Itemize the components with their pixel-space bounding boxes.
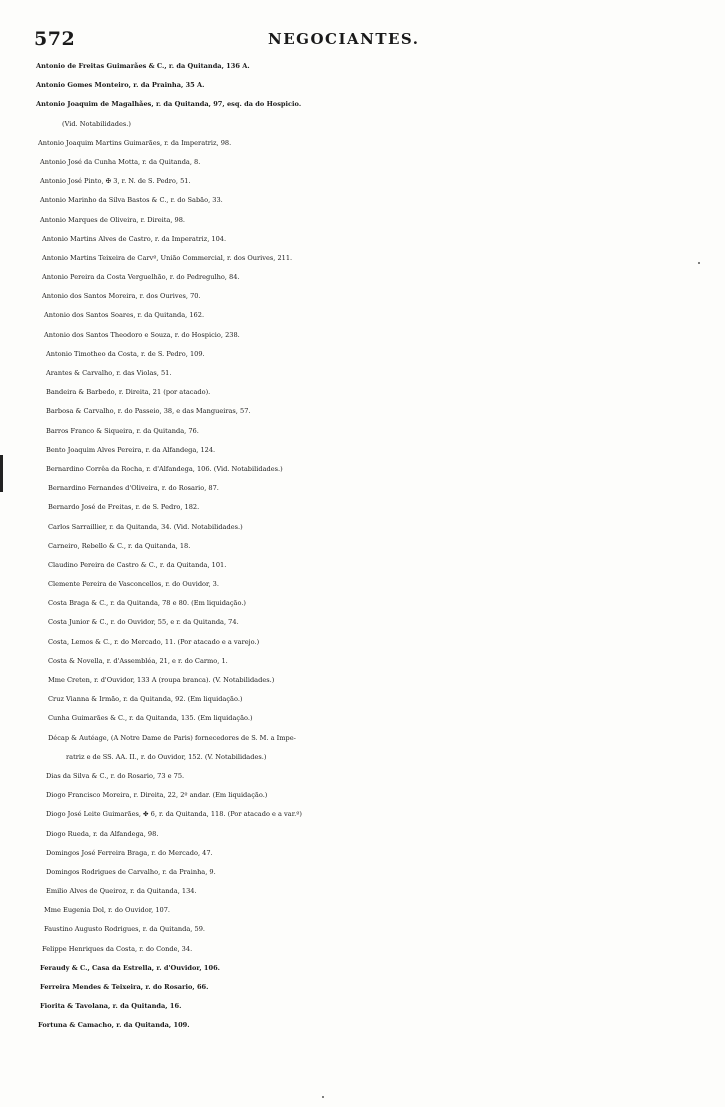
list-item: Antonio Martins Teixeira de Carvº, União Commercial, r. dos Ourives, 211. bbox=[42, 253, 293, 262]
list-item: Fiorita & Tavolana, r. da Quitanda, 16. bbox=[40, 1002, 182, 1011]
list-item: Antonio José da Cunha Motta, r. da Quitanda, 8. bbox=[40, 157, 201, 166]
list-item: Diogo José Leite Guimarães, ✤ 6, r. da Quitanda, 118. (Por atacado e a var.º) bbox=[46, 810, 302, 819]
list-item: Bernardino Fernandes d'Oliveira, r. do Rosario, 87. bbox=[48, 484, 219, 493]
list-item: Arantes & Carvalho, r. das Violas, 51. bbox=[46, 369, 172, 377]
list-item: Cunha Guimarães & C., r. da Quitanda, 135. (Em liquidação.) bbox=[48, 714, 253, 723]
list-item: Antonio Martins Alves de Castro, r. da Imperatriz, 104. bbox=[42, 234, 227, 243]
list-item: Diogo Rueda, r. da Alfandega, 98. bbox=[46, 829, 159, 838]
list-item: Costa Junior & C., r. do Ouvidor, 55, e r. da Quitanda, 74. bbox=[48, 618, 239, 627]
list-item: Costa, Lemos & C., r. do Mercado, 11. (Por atacado e a varejo.) bbox=[48, 637, 260, 646]
list-item: Costa Braga & C., r. da Quitanda, 78 e 80. (Em liquidação.) bbox=[48, 599, 247, 608]
list-item: Faustino Augusto Rodrigues, r. da Quitanda, 59. bbox=[44, 925, 205, 934]
list-item: Domingos Rodrigues de Carvalho, r. da Prainha, 9. bbox=[46, 867, 216, 876]
page-number: 572 bbox=[34, 28, 76, 50]
list-item: Claudino Pereira de Castro & C., r. da Quitanda, 101. bbox=[48, 560, 227, 569]
list-item: Antonio Pereira da Costa Verguelhão, r. do Pedregulho, 84. bbox=[42, 273, 240, 282]
running-head: NEGOCIANTES. bbox=[268, 30, 420, 48]
list-item: Carneiro, Rebello & C., r. da Quitanda, 18. bbox=[48, 541, 191, 550]
list-item: Bernardino Corrêa da Rocha, r. d'Alfandega, 106. (Vid. Notabilidades.) bbox=[46, 464, 283, 473]
list-item: Clemente Pereira de Vasconcellos, r. do Ouvidor, 3. bbox=[48, 580, 219, 589]
list-item: Antonio Joaquim Martins Guimarães, r. da Imperatriz, 98. bbox=[38, 138, 232, 147]
list-item: Antonio dos Santos Theodoro e Souza, r. do Hospicio, 238. bbox=[44, 330, 240, 339]
list-item: Feraudy & C., Casa da Estrella, r. d'Ouvidor, 106. bbox=[40, 963, 220, 972]
list-item: Fortuna & Camacho, r. da Quitanda, 109. bbox=[38, 1021, 190, 1030]
list-item: Antonio Joaquim de Magalhães, r. da Quitanda, 97, esq. da do Hospicio. bbox=[36, 100, 302, 109]
list-item: Dias da Silva & C., r. do Rosario, 73 e 75. bbox=[46, 771, 185, 780]
list-item: Cruz Vianna & Irmão, r. da Quitanda, 92. (Em liquidação.) bbox=[48, 695, 243, 704]
print-speck bbox=[322, 1096, 324, 1098]
list-item: Felippe Henriques da Costa, r. do Conde, 34. bbox=[42, 944, 193, 953]
merchant-list bbox=[0, 57, 725, 1036]
list-item-continuation: ratriz e de SS. AA. II., r. do Ouvidor, 152. (V. Notabilidades.) bbox=[66, 752, 267, 761]
list-item-continuation: (Vid. Notabilidades.) bbox=[62, 119, 131, 128]
list-item: Antonio Gomes Monteiro, r. da Prainha, 35 A. bbox=[36, 81, 205, 90]
list-item: Antonio Marinho da Silva Bastos & C., r. do Sabão, 33. bbox=[40, 196, 223, 205]
list-item: Antonio dos Santos Moreira, r. dos Ourives, 70. bbox=[42, 292, 201, 301]
list-item: Diogo Francisco Moreira, r. Direita, 22, 2º andar. (Em liquidação.) bbox=[46, 791, 268, 800]
list-item: Barros Franco & Siqueira, r. da Quitanda, 76. bbox=[46, 426, 199, 435]
list-item: Antonio Timotheo da Costa, r. de S. Pedro, 109. bbox=[46, 349, 205, 358]
list-item: Costa & Novella, r. d'Assembléa, 21, e r. do Carmo, 1. bbox=[48, 656, 228, 665]
list-item: Barbosa & Carvalho, r. do Passeio, 38, e das Mangueiras, 57. bbox=[46, 407, 251, 416]
print-speck bbox=[698, 262, 700, 264]
list-item: Antonio dos Santos Soares, r. da Quitanda, 162. bbox=[44, 311, 205, 320]
list-item: Bento Joaquim Alves Pereira, r. da Alfandega, 124. bbox=[46, 445, 216, 454]
list-item: Bernardo José de Freitas, r. de S. Pedro, 182. bbox=[48, 503, 200, 512]
list-item: Carlos Sarraillier, r. da Quitanda, 34. (Vid. Notabilidades.) bbox=[48, 522, 243, 531]
page-header bbox=[34, 28, 454, 48]
list-item: Ferreira Mendes & Teixeira, r. do Rosario, 66. bbox=[40, 983, 209, 991]
list-item: Mme Eugenia Dol, r. do Ouvidor, 107. bbox=[44, 906, 171, 915]
list-item: Antonio Marques de Oliveira, r. Direita, 98. bbox=[40, 215, 186, 224]
list-item: Antonio de Freitas Guimarães & C., r. da Quitanda, 136 A. bbox=[36, 62, 250, 70]
list-item: Emilio Alves de Queiroz, r. da Quitanda, 134. bbox=[46, 887, 197, 896]
list-item: Antonio José Pinto, ✠ 3, r. N. de S. Pedro, 51. bbox=[40, 177, 191, 186]
list-item: Décap & Autéage, (A Notre Dame de Paris) fornecedores de S. M. a Impe- bbox=[48, 733, 296, 742]
list-item: Domingos José Ferreira Braga, r. do Mercado, 47. bbox=[46, 848, 213, 857]
list-item: Mme Creten, r. d'Ouvidor, 133 A (roupa branca). (V. Notabilidades.) bbox=[48, 676, 275, 684]
list-item: Bandeira & Barbedo, r. Direita, 21 (por atacado). bbox=[46, 388, 211, 397]
